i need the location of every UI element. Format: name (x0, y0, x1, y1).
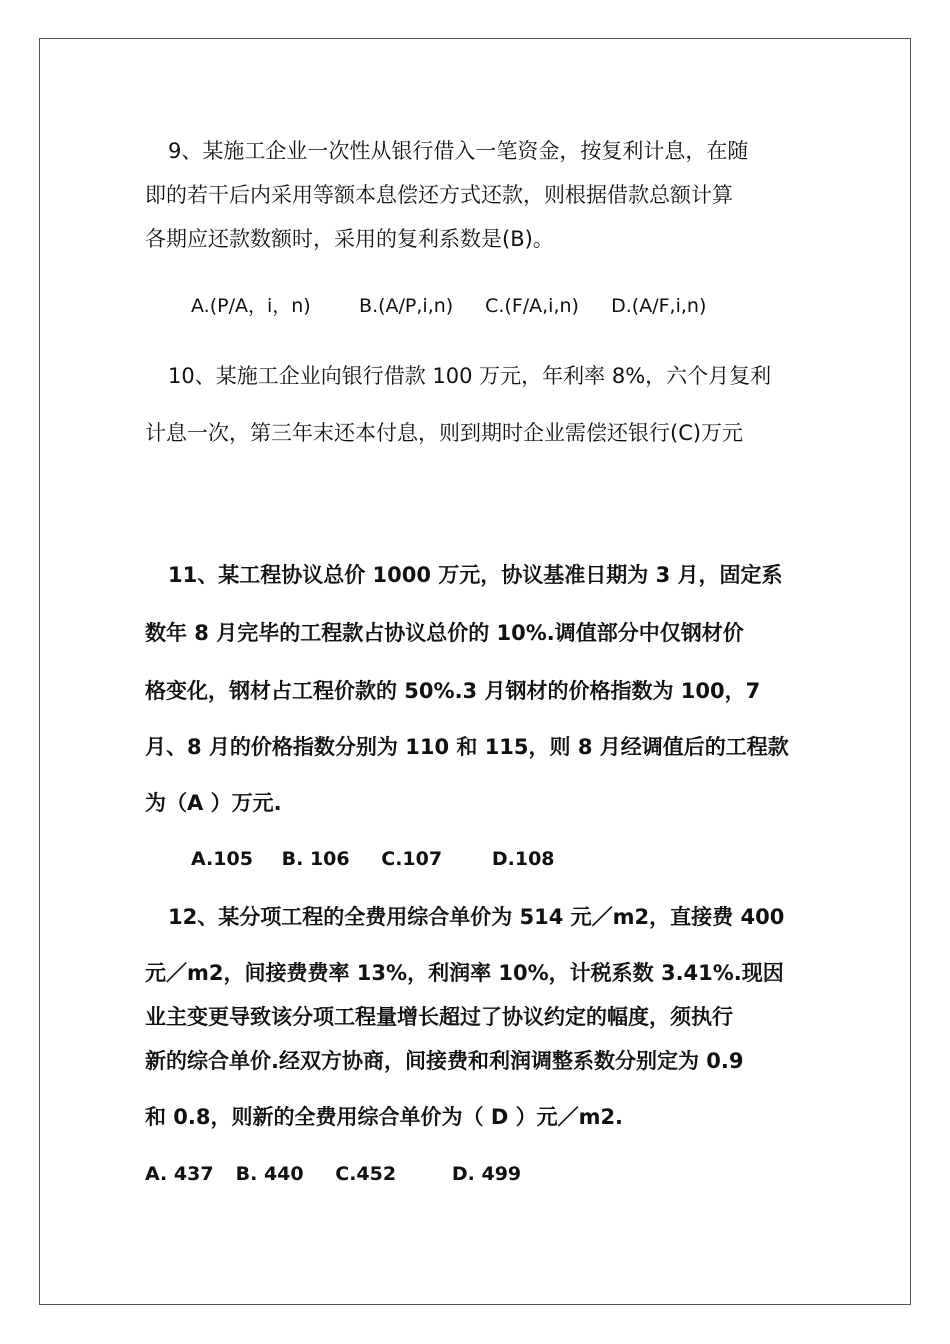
q11-line-5: 为（A ）万元. (145, 791, 282, 815)
q12-line-1: 12、某分项工程的全费用综合单价为 514 元／m2，直接费 400 (168, 905, 785, 929)
q9-line-1: 9、某施工企业一次性从银行借入一笔资金，按复利计息，在随 (168, 139, 749, 163)
q11-line-3: 格变化，钢材占工程价款的 50%.3 月钢材的价格指数为 100，7 (145, 679, 761, 703)
q11-option-a: A.105 (191, 848, 253, 870)
q12-option-c: C.452 (335, 1163, 397, 1185)
q9-option-c: C.(F/A,i,n) (485, 295, 579, 317)
q9-option-b: B.(A/P,i,n) (359, 295, 454, 317)
q12-option-a: A. 437 (145, 1163, 214, 1185)
q9-option-d: D.(A/F,i,n) (611, 295, 707, 317)
q9-option-a: A.(P/A，i，n) (191, 295, 311, 317)
q12-option-b: B. 440 (235, 1163, 304, 1185)
q11-options (191, 846, 555, 872)
q12-line-4: 新的综合单价.经双方协商，间接费和利润调整系数分别定为 0.9 (145, 1049, 744, 1073)
q10-line-2: 计息一次，第三年末还本付息，则到期时企业需偿还银行(C)万元 (145, 421, 744, 445)
q12-options (145, 1161, 521, 1187)
q10-line-1: 10、某施工企业向银行借款 100 万元，年利率 8%，六个月复利 (168, 364, 772, 388)
q12-line-5: 和 0.8，则新的全费用综合单价为（ D ）元／m2. (145, 1105, 624, 1129)
q9-line-3: 各期应还款数额时，采用的复利系数是(B)。 (145, 227, 554, 251)
q12-line-3: 业主变更导致该分项工程量增长超过了协议约定的幅度，须执行 (145, 1005, 733, 1029)
q12-line-2: 元／m2，间接费费率 13%，利润率 10%，计税系数 3.41%.现因 (145, 961, 784, 985)
q11-line-1: 11、某工程协议总价 1000 万元，协议基准日期为 3 月，固定系 (168, 563, 783, 587)
q9-line-2: 即的若干后内采用等额本息偿还方式还款，则根据借款总额计算 (145, 183, 733, 207)
q11-option-c: C.107 (381, 848, 443, 870)
q11-line-2: 数年 8 月完毕的工程款占协议总价的 10%.调值部分中仅钢材价 (145, 621, 744, 645)
q9-options (191, 293, 706, 319)
q11-option-d: D.108 (491, 848, 555, 870)
q12-option-d: D. 499 (451, 1163, 522, 1185)
q11-option-b: B. 106 (281, 848, 350, 870)
q11-line-4: 月、8 月的价格指数分别为 110 和 115，则 8 月经调值后的工程款 (145, 735, 789, 759)
